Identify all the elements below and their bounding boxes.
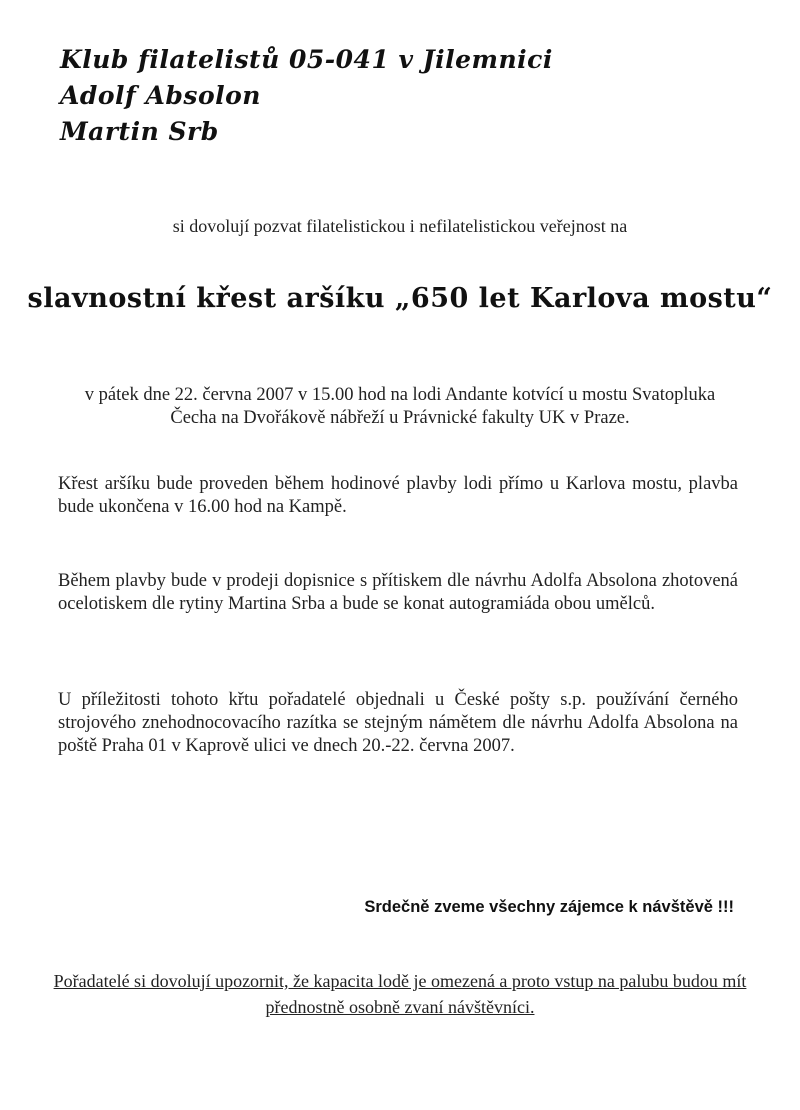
- invitation-line: Srdečně zveme všechny zájemce k návštěvě !!!: [364, 898, 734, 916]
- paragraph-postmark: U příležitosti tohoto křtu pořadatelé objednali u České pošty s.p. používání černého strojového znehodnocovacího razítka se stejným námětem dle návrhu Adolfa Absolona na poště Praha 01 v Kaprově ulici ve dnech 20.-22. června 2007.: [58, 690, 738, 756]
- paragraph-baptism: Křest aršíku bude proveden během hodinové plavby lodi přímo u Karlova mostu, plavba bude ukončena v 16.00 hod na Kampě.: [58, 474, 738, 517]
- letterhead: [60, 42, 553, 150]
- club-name: Klub filatelistů 05-041 v Jilemnici: [60, 45, 553, 74]
- paragraph-sale: Během plavby bude v prodeji dopisnice s přítiskem dle návrhu Adolfa Absolona zhotovená ocelotiskem dle rytiny Martina Srba a bude se konat autogramiáda obou umělců.: [58, 571, 738, 614]
- artist-name-absolon: Adolf Absolon: [60, 81, 261, 110]
- capacity-note: Pořadatelé si dovolují upozornit, že kapacita lodě je omezená a proto vstup na palubu budou mít přednostně osobně zvaní návštěvníci.: [53, 971, 747, 1017]
- paragraph-date-place: v pátek dne 22. června 2007 v 15.00 hod na lodi Andante kotvící u mostu Svatopluka Čecha na Dvořákově nábřeží u Právnické fakulty UK v Praze.: [84, 385, 716, 428]
- event-title: slavnostní křest aršíku „650 let Karlova mostu“: [27, 283, 773, 314]
- artist-name-srb: Martin Srb: [60, 117, 219, 146]
- intro-line: si dovolují pozvat filatelistickou i nefilatelistickou veřejnost na: [172, 216, 628, 236]
